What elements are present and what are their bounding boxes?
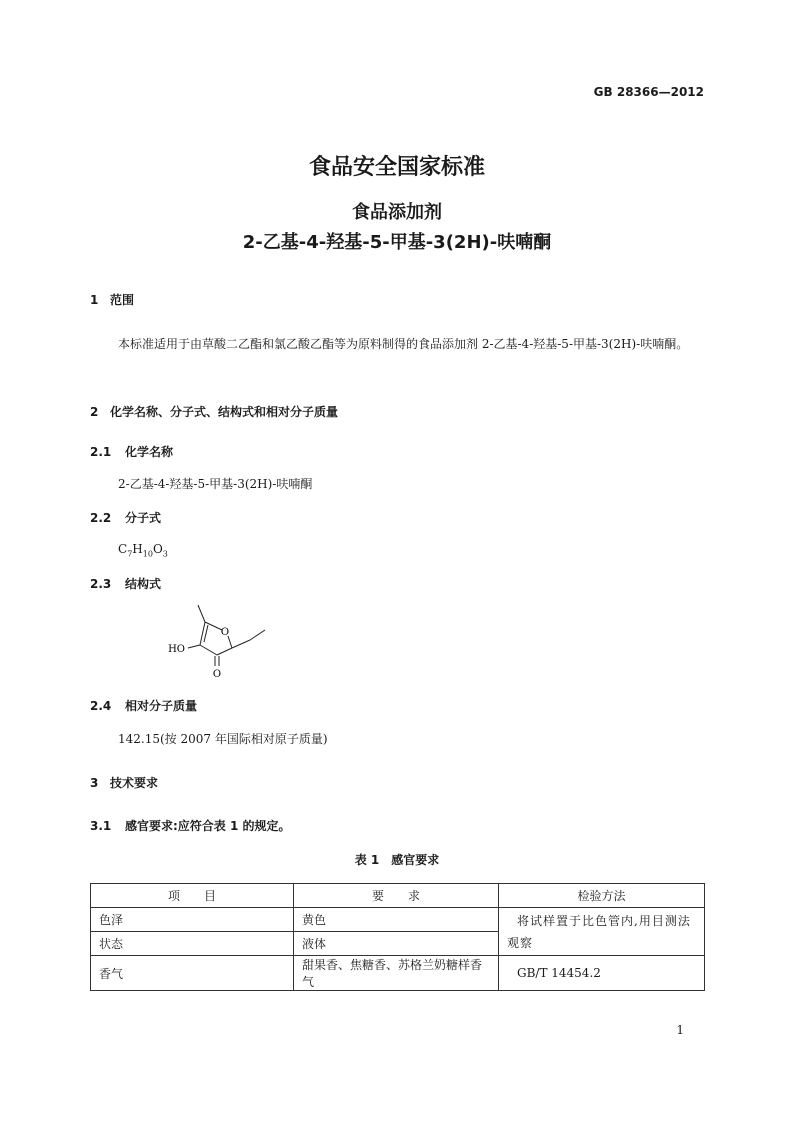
section-3-heading [90,774,158,791]
section-2-3-heading [90,575,161,592]
section-number: 2.2 [90,511,112,525]
section-label: 技术要求 [110,776,159,790]
molecular-weight: 142.15(按 2007 年国际相对原子质量) [118,732,328,746]
table-cell-requirement: 甜果香、焦糖香、苏格兰奶糖样香气 [294,956,499,991]
section-2-heading [90,403,338,420]
table-cell-method: GB/T 14454.2 [499,956,705,991]
scope-paragraph: 本标准适用于由草酸二乙酯和氯乙酸乙酯等为原料制得的食品添加剂 2-乙基-4-羟基-5-甲基-3(2H)-呋喃酮。 [118,337,689,351]
table-cell-item: 香气 [91,956,294,991]
hydroxyl-label: HO [168,644,185,655]
section-label: 化学名称 [125,445,174,459]
section-number: 2.3 [90,577,112,591]
section-number: 2.4 [90,699,112,713]
section-2-4-heading [90,697,197,714]
ring-oxygen-label: O [220,627,230,638]
carbonyl-oxygen-label: O [212,669,222,680]
section-label: 相对分子质量 [125,699,198,713]
methyl-bond [198,605,205,622]
section-2-2-heading [90,509,161,526]
table-cell-method: 将试样置于比色管内,用目测法观察 [499,908,705,956]
page-number: 1 [676,1023,684,1037]
table-row [91,956,705,991]
section-number: 2.1 [90,445,112,459]
section-2-1-heading [90,443,173,460]
ethyl-bond-1 [232,640,250,648]
section-label: 结构式 [125,577,162,591]
table-header-cell: 检验方法 [499,884,705,908]
section-number: 2 [90,405,99,419]
table-row [91,908,705,932]
ring-double-bond-inner [204,625,208,642]
table-header-cell: 要 求 [294,884,499,908]
section-number: 1 [90,293,99,307]
table-header-row [91,884,705,908]
standard-number: GB 28366—2012 [593,85,704,99]
table-cell-requirement: 液体 [294,932,499,956]
section-label: 感官要求:应符合表 1 的规定。 [125,819,291,833]
chemical-name: 2-乙基-4-羟基-5-甲基-3(2H)-呋喃酮 [118,477,313,491]
section-label: 化学名称、分子式、结构式和相对分子质量 [110,405,339,419]
section-label: 范围 [110,293,135,307]
subtitle-category: 食品添加剂 [352,202,442,223]
section-1-heading [90,291,134,308]
molecular-formula: $C_7H_{10}O_3$ [118,542,168,559]
hydroxyl-bond [188,645,200,648]
table-cell-item: 状态 [91,932,294,956]
table-header-cell: 项 目 [91,884,294,908]
structural-formula [170,600,290,685]
ethyl-bond-2 [250,630,265,640]
ring-bond-c3-c4 [200,645,217,655]
table-cell-requirement: 黄色 [294,908,499,932]
sensory-requirements-table [90,883,705,991]
section-number: 3 [90,776,99,790]
section-number: 3.1 [90,819,112,833]
ring-bond-c2-c3 [217,648,232,655]
table-caption: 表 1 感官要求 [354,853,440,867]
section-label: 分子式 [125,511,162,525]
section-3-1-heading [90,817,291,834]
table-cell-item: 色泽 [91,908,294,932]
subtitle-compound: 2-乙基-4-羟基-5-甲基-3(2H)-呋喃酮 [242,232,552,253]
page-title: 食品安全国家标准 [308,155,485,180]
